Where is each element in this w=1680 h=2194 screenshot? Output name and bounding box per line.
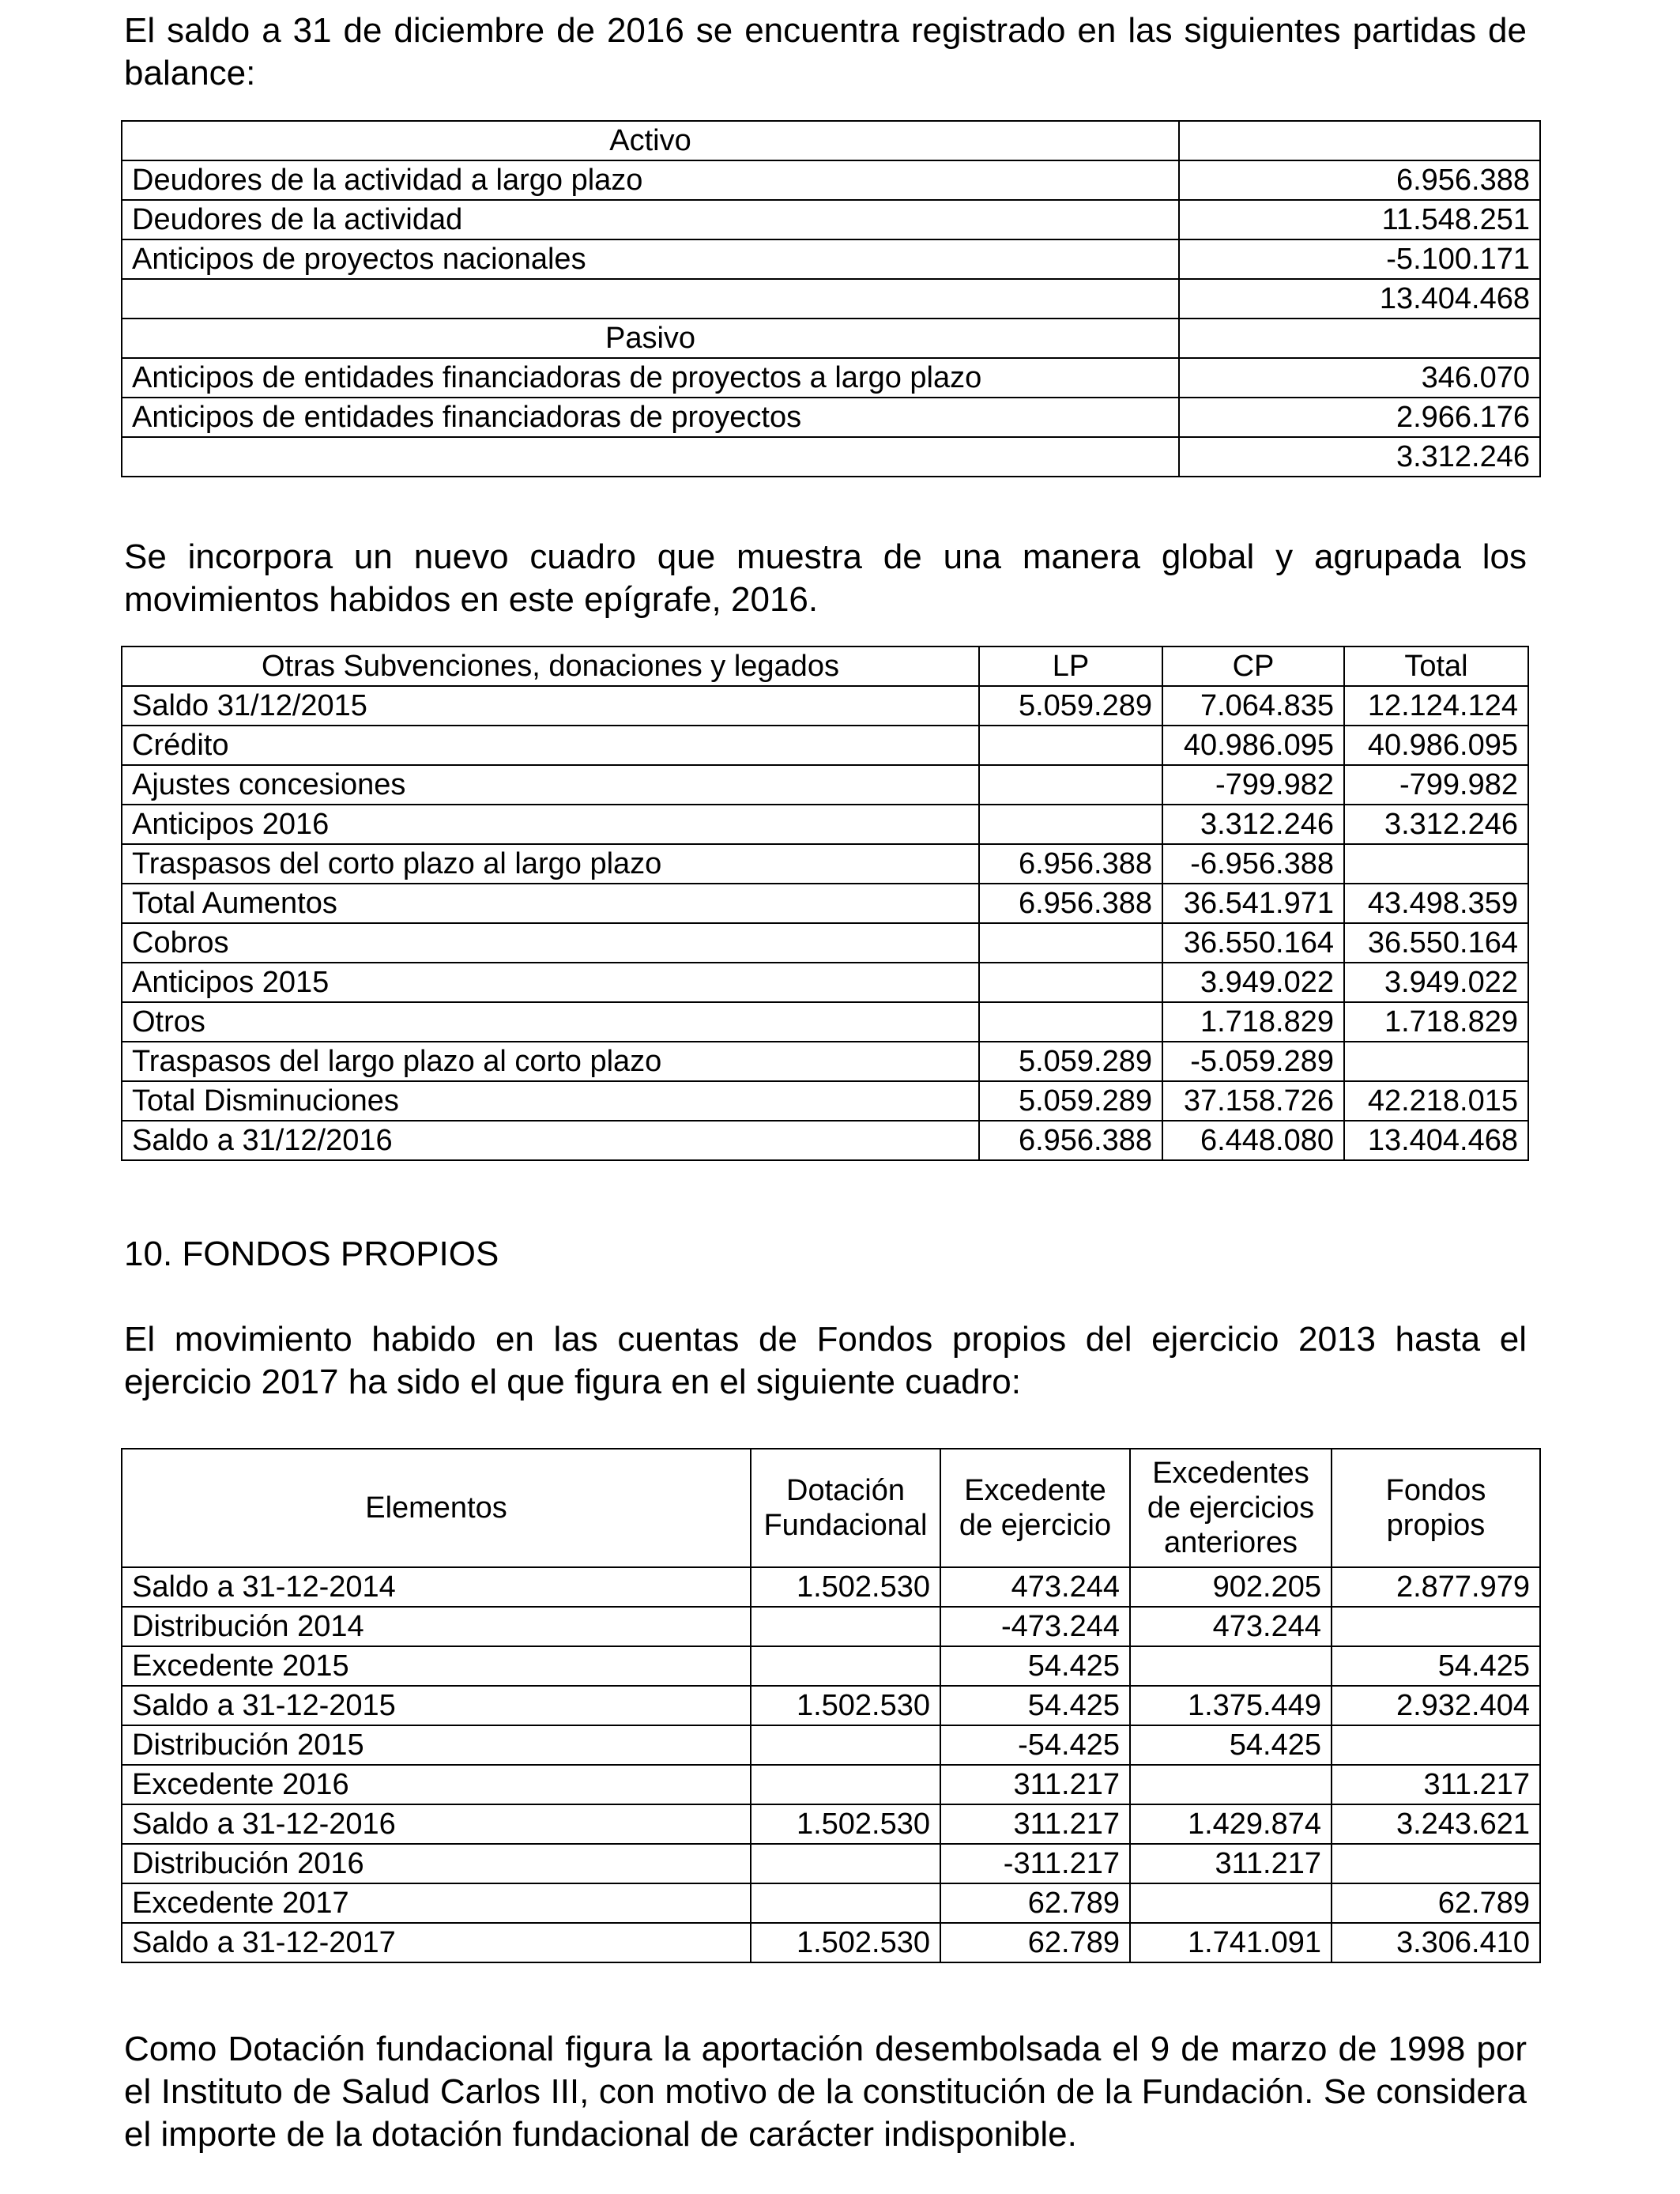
- activo-label: Activo: [122, 121, 1179, 160]
- row-value: 6.956.388: [979, 1121, 1162, 1160]
- row-value: 36.550.164: [1162, 923, 1344, 963]
- table-row: [122, 358, 1540, 398]
- table-row: [122, 963, 1528, 1002]
- row-label: Anticipos de entidades financiadoras de proyectos: [122, 398, 1179, 437]
- row-value: 311.217: [1332, 1765, 1540, 1804]
- row-label: Saldo a 31-12-2015: [122, 1686, 751, 1725]
- pasivo-total-row: [122, 437, 1540, 477]
- row-value: 1.502.530: [751, 1567, 940, 1607]
- row-label: Anticipos de proyectos nacionales: [122, 239, 1179, 279]
- row-value: 54.425: [1130, 1725, 1332, 1765]
- table-row: [122, 686, 1528, 726]
- row-value: [979, 765, 1162, 805]
- table-header-row: [122, 647, 1528, 686]
- row-value: [1332, 1725, 1540, 1765]
- row-value: 7.064.835: [1162, 686, 1344, 726]
- row-label: Traspasos del corto plazo al largo plazo: [122, 844, 979, 884]
- row-label: Saldo a 31-12-2014: [122, 1567, 751, 1607]
- activo-total: 13.404.468: [1179, 279, 1540, 319]
- row-value: -311.217: [940, 1844, 1130, 1883]
- table-header-row: [122, 1449, 1540, 1567]
- intro-paragraph-fondos: El movimiento habido en las cuentas de Fondos propios del ejercicio 2013 hasta el ejercicio 2017 ha sido el que figura en el siguiente cuadro:: [124, 1320, 1527, 1401]
- row-value: 1.741.091: [1130, 1923, 1332, 1962]
- row-value: 54.425: [940, 1646, 1130, 1686]
- row-value: [1130, 1646, 1332, 1686]
- row-value: 37.158.726: [1162, 1081, 1344, 1121]
- table-row: [122, 765, 1528, 805]
- table-row: [122, 1725, 1540, 1765]
- table-row: [122, 1804, 1540, 1844]
- table-row: [122, 844, 1528, 884]
- row-value: 5.059.289: [979, 1081, 1162, 1121]
- row-value: [751, 1883, 940, 1923]
- closing-paragraph: Como Dotación fundacional figura la aportación desembolsada el 9 de marzo de 1998 por el Instituto de Salud Carlos III, con motivo de la constitución de la Fundación. Se considera el importe de la dotación fundacional de carácter indisponible.: [124, 2030, 1527, 2154]
- row-label: Excedente 2016: [122, 1765, 751, 1804]
- row-value: 43.498.359: [1344, 884, 1528, 923]
- column-header: Excedente de ejercicio: [940, 1449, 1130, 1567]
- intro-paragraph-balance: El saldo a 31 de diciembre de 2016 se encuentra registrado en las siguientes partidas de balance:: [124, 11, 1527, 92]
- column-header: Excedentes de ejercicios anteriores: [1130, 1449, 1332, 1567]
- row-value: [751, 1646, 940, 1686]
- row-value: [751, 1725, 940, 1765]
- section-heading-fondos-propios: 10. FONDOS PROPIOS: [124, 1235, 499, 1273]
- table-row: [122, 1686, 1540, 1725]
- table-row: [122, 160, 1540, 200]
- table-row: [122, 1567, 1540, 1607]
- row-value: 311.217: [940, 1804, 1130, 1844]
- row-value: -5.100.171: [1179, 239, 1540, 279]
- row-label: Anticipos 2016: [122, 805, 979, 844]
- row-value: 1.502.530: [751, 1686, 940, 1725]
- empty-cell: [1179, 319, 1540, 358]
- row-value: 473.244: [940, 1567, 1130, 1607]
- table-row: [122, 1607, 1540, 1646]
- row-label: Excedente 2017: [122, 1883, 751, 1923]
- row-value: 62.789: [940, 1923, 1130, 1962]
- row-value: 40.986.095: [1162, 726, 1344, 765]
- row-label: Saldo a 31-12-2017: [122, 1923, 751, 1962]
- empty-cell: [1179, 121, 1540, 160]
- row-value: 1.502.530: [751, 1804, 940, 1844]
- row-label: Deudores de la actividad a largo plazo: [122, 160, 1179, 200]
- row-value: -54.425: [940, 1725, 1130, 1765]
- row-value: 62.789: [940, 1883, 1130, 1923]
- row-value: 3.243.621: [1332, 1804, 1540, 1844]
- table-row: [122, 805, 1528, 844]
- row-value: [1344, 844, 1528, 884]
- row-value: [1344, 1042, 1528, 1081]
- row-value: 3.949.022: [1162, 963, 1344, 1002]
- table-row: [122, 884, 1528, 923]
- row-value: 3.306.410: [1332, 1923, 1540, 1962]
- empty-cell: [122, 279, 1179, 319]
- row-label: Anticipos de entidades financiadoras de proyectos a largo plazo: [122, 358, 1179, 398]
- row-value: [1332, 1844, 1540, 1883]
- row-value: [979, 963, 1162, 1002]
- row-label: Distribución 2014: [122, 1607, 751, 1646]
- pasivo-total: 3.312.246: [1179, 437, 1540, 477]
- row-label: Excedente 2015: [122, 1646, 751, 1686]
- row-label: Traspasos del largo plazo al corto plazo: [122, 1042, 979, 1081]
- row-value: [1130, 1765, 1332, 1804]
- row-value: 5.059.289: [979, 1042, 1162, 1081]
- row-value: 40.986.095: [1344, 726, 1528, 765]
- row-value: [751, 1765, 940, 1804]
- row-label: Otros: [122, 1002, 979, 1042]
- column-header: Elementos: [122, 1449, 751, 1567]
- table-row: [122, 1042, 1528, 1081]
- row-label: Saldo 31/12/2015: [122, 686, 979, 726]
- fondos-propios-table: [121, 1448, 1541, 1963]
- row-value: 3.312.246: [1162, 805, 1344, 844]
- row-value: 1.375.449: [1130, 1686, 1332, 1725]
- row-value: 3.949.022: [1344, 963, 1528, 1002]
- row-value: 3.312.246: [1344, 805, 1528, 844]
- row-value: 6.956.388: [1179, 160, 1540, 200]
- table-row: [122, 1883, 1540, 1923]
- row-value: 1.718.829: [1344, 1002, 1528, 1042]
- table-row: [122, 1002, 1528, 1042]
- table-row: [122, 239, 1540, 279]
- row-value: 36.550.164: [1344, 923, 1528, 963]
- table-row: [122, 398, 1540, 437]
- table-row: [122, 1081, 1528, 1121]
- row-value: 2.966.176: [1179, 398, 1540, 437]
- row-value: -6.956.388: [1162, 844, 1344, 884]
- empty-cell: [122, 437, 1179, 477]
- column-header: LP: [979, 647, 1162, 686]
- table-row: [122, 1646, 1540, 1686]
- row-value: 346.070: [1179, 358, 1540, 398]
- row-value: 473.244: [1130, 1607, 1332, 1646]
- column-header: Fondos propios: [1332, 1449, 1540, 1567]
- row-value: [979, 923, 1162, 963]
- row-value: 62.789: [1332, 1883, 1540, 1923]
- row-value: [979, 726, 1162, 765]
- row-label: Total Disminuciones: [122, 1081, 979, 1121]
- table-row: [122, 923, 1528, 963]
- row-label: Saldo a 31/12/2016: [122, 1121, 979, 1160]
- activo-header-row: [122, 121, 1540, 160]
- row-value: 311.217: [940, 1765, 1130, 1804]
- row-label: Saldo a 31-12-2016: [122, 1804, 751, 1844]
- row-value: 6.956.388: [979, 844, 1162, 884]
- row-label: Total Aumentos: [122, 884, 979, 923]
- row-value: 11.548.251: [1179, 200, 1540, 239]
- column-header: Dotación Fundacional: [751, 1449, 940, 1567]
- row-value: 6.956.388: [979, 884, 1162, 923]
- row-value: [751, 1844, 940, 1883]
- row-label: Anticipos 2015: [122, 963, 979, 1002]
- balance-table: [121, 120, 1541, 477]
- row-value: 5.059.289: [979, 686, 1162, 726]
- column-header: CP: [1162, 647, 1344, 686]
- row-value: 36.541.971: [1162, 884, 1344, 923]
- row-value: 902.205: [1130, 1567, 1332, 1607]
- table-row: [122, 200, 1540, 239]
- row-value: 311.217: [1130, 1844, 1332, 1883]
- column-header: Total: [1344, 647, 1528, 686]
- row-value: [1130, 1883, 1332, 1923]
- row-value: [979, 1002, 1162, 1042]
- row-label: Cobros: [122, 923, 979, 963]
- pasivo-header-row: [122, 319, 1540, 358]
- table-row: [122, 726, 1528, 765]
- pasivo-label: Pasivo: [122, 319, 1179, 358]
- row-value: 54.425: [1332, 1646, 1540, 1686]
- row-value: [751, 1607, 940, 1646]
- row-value: 42.218.015: [1344, 1081, 1528, 1121]
- table-row: [122, 1923, 1540, 1962]
- row-label: Deudores de la actividad: [122, 200, 1179, 239]
- row-value: 1.429.874: [1130, 1804, 1332, 1844]
- row-value: 54.425: [940, 1686, 1130, 1725]
- row-value: 12.124.124: [1344, 686, 1528, 726]
- table-row: [122, 1765, 1540, 1804]
- row-value: 1.718.829: [1162, 1002, 1344, 1042]
- subvenciones-table: [121, 646, 1529, 1161]
- row-value: -5.059.289: [1162, 1042, 1344, 1081]
- row-label: Ajustes concesiones: [122, 765, 979, 805]
- row-value: 2.932.404: [1332, 1686, 1540, 1725]
- table-row: [122, 1121, 1528, 1160]
- row-value: 1.502.530: [751, 1923, 940, 1962]
- row-value: 2.877.979: [1332, 1567, 1540, 1607]
- column-header: Otras Subvenciones, donaciones y legados: [122, 647, 979, 686]
- activo-total-row: [122, 279, 1540, 319]
- table-row: [122, 1844, 1540, 1883]
- row-value: -473.244: [940, 1607, 1130, 1646]
- row-value: 6.448.080: [1162, 1121, 1344, 1160]
- row-value: [979, 805, 1162, 844]
- row-value: -799.982: [1162, 765, 1344, 805]
- row-value: 13.404.468: [1344, 1121, 1528, 1160]
- row-label: Distribución 2016: [122, 1844, 751, 1883]
- row-label: Distribución 2015: [122, 1725, 751, 1765]
- row-value: [1332, 1607, 1540, 1646]
- row-label: Crédito: [122, 726, 979, 765]
- row-value: -799.982: [1344, 765, 1528, 805]
- intro-paragraph-movements: Se incorpora un nuevo cuadro que muestra de una manera global y agrupada los movimientos habidos en este epígrafe, 2016.: [124, 537, 1527, 619]
